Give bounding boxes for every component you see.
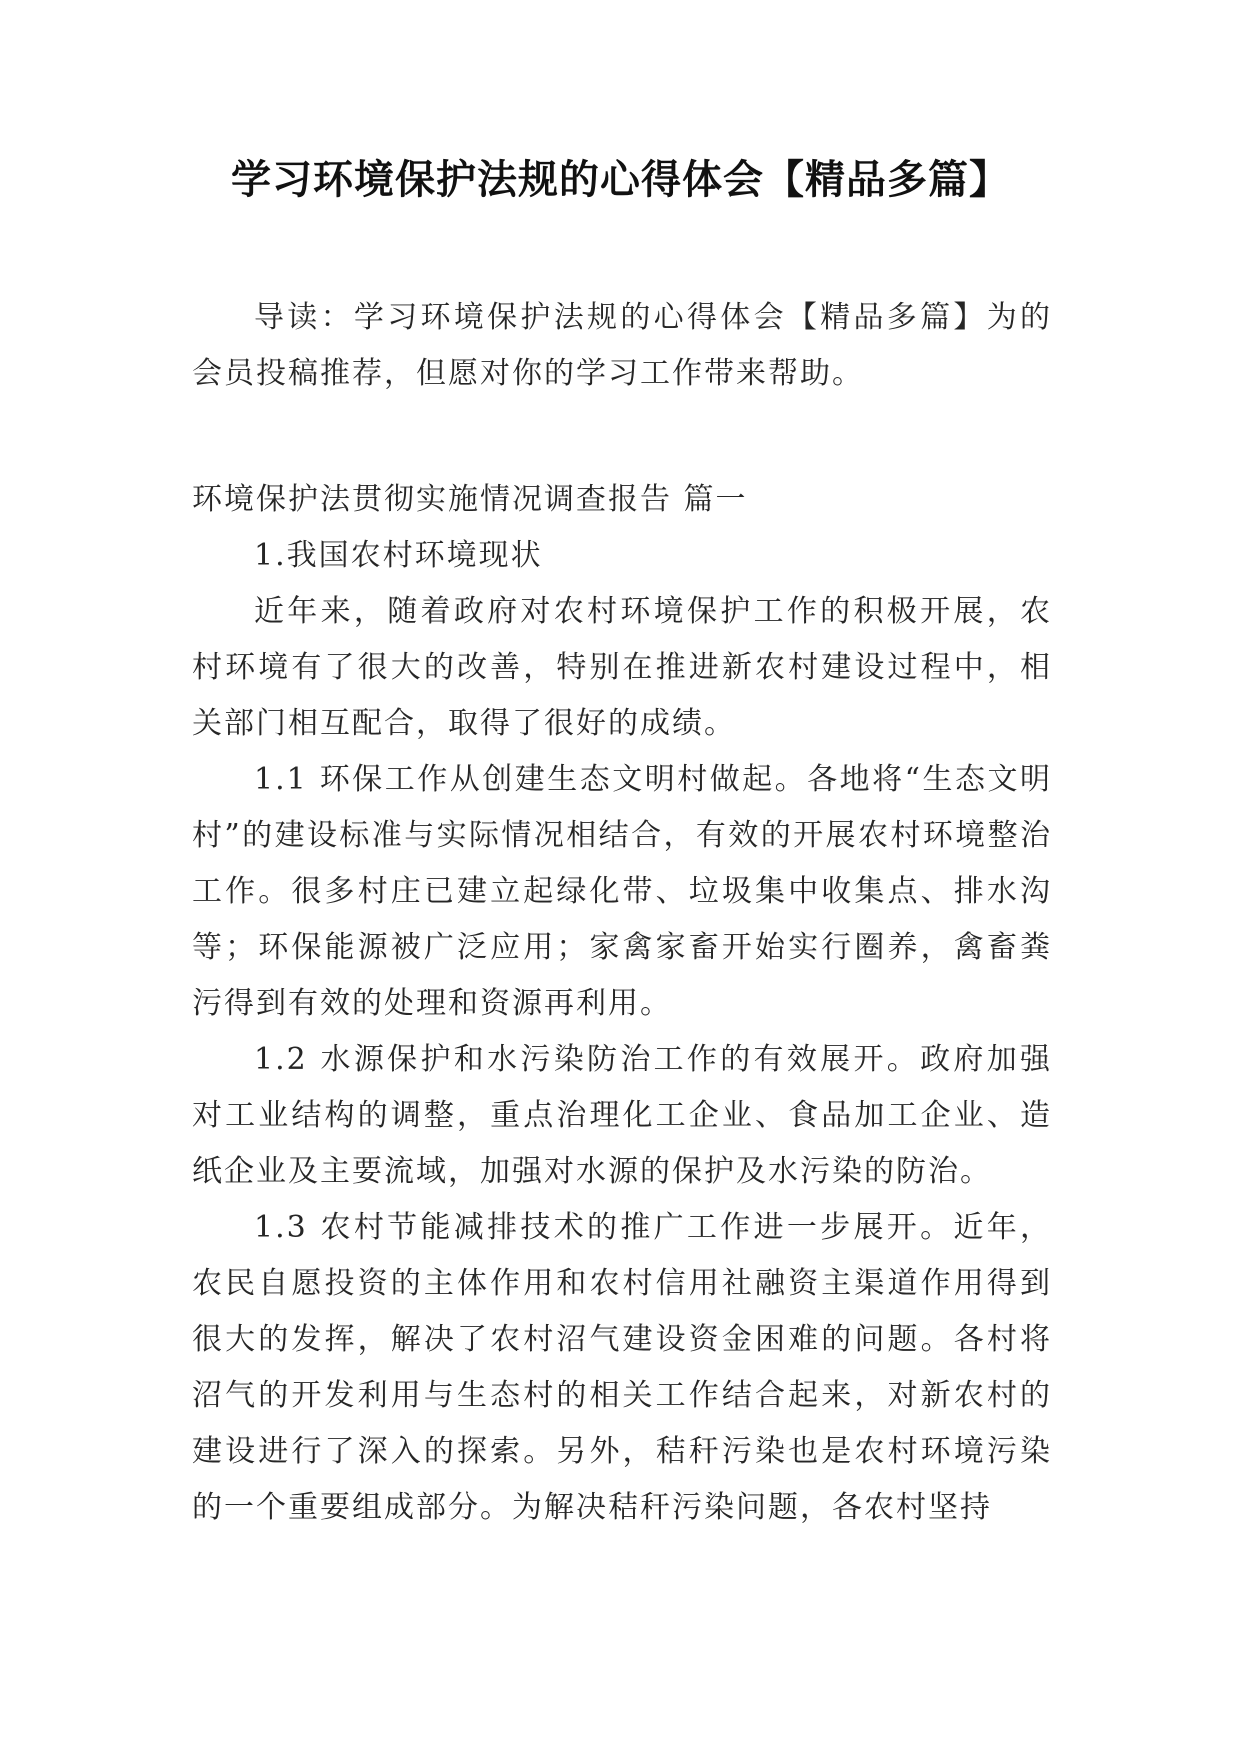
body-paragraph: 1.2 水源保护和水污染防治工作的有效展开。政府加强对工业结构的调整，重点治理化工企业、食品加工企业、造纸企业及主要流域，加强对水源的保护及水污染的防治。 bbox=[192, 1042, 1052, 1189]
document-title: 学习环境保护法规的心得体会【精品多篇】 bbox=[231, 157, 1010, 203]
body-paragraph: 1.3 农村节能减排技术的推广工作进一步展开。近年，农民自愿投资的主体作用和农村信用社融资主渠道作用得到很大的发挥，解决了农村沼气建设资金困难的问题。各村将沼气的开发利用与生态村的相关工作结合起来，对新农村的建设进行了深入的探索。另外，秸秆污染也是农村环境污染的一个重要组成部分。为解决秸秆污染问题，各农村坚持 bbox=[192, 1210, 1052, 1525]
document-body bbox=[192, 290, 1052, 1536]
section-heading: 环境保护法贯彻实施情况调查报告 篇一 bbox=[192, 482, 748, 517]
body-paragraph: 近年来，随着政府对农村环境保护工作的积极开展，农村环境有了很大的改善，特别在推进新农村建设过程中，相关部门相互配合，取得了很好的成绩。 bbox=[192, 594, 1052, 741]
lead-paragraph: 导读：学习环境保护法规的心得体会【精品多篇】为的会员投稿推荐，但愿对你的学习工作带来帮助。 bbox=[192, 300, 1052, 391]
subsection-heading: 1.我国农村环境现状 bbox=[254, 538, 543, 573]
body-paragraph: 1.1 环保工作从创建生态文明村做起。各地将“生态文明村”的建设标准与实际情况相结合，有效的开展农村环境整治工作。很多村庄已建立起绿化带、垃圾集中收集点、排水沟等；环保能源被广泛应用；家禽家畜开始实行圈养，禽畜粪污得到有效的处理和资源再利用。 bbox=[192, 762, 1052, 1021]
